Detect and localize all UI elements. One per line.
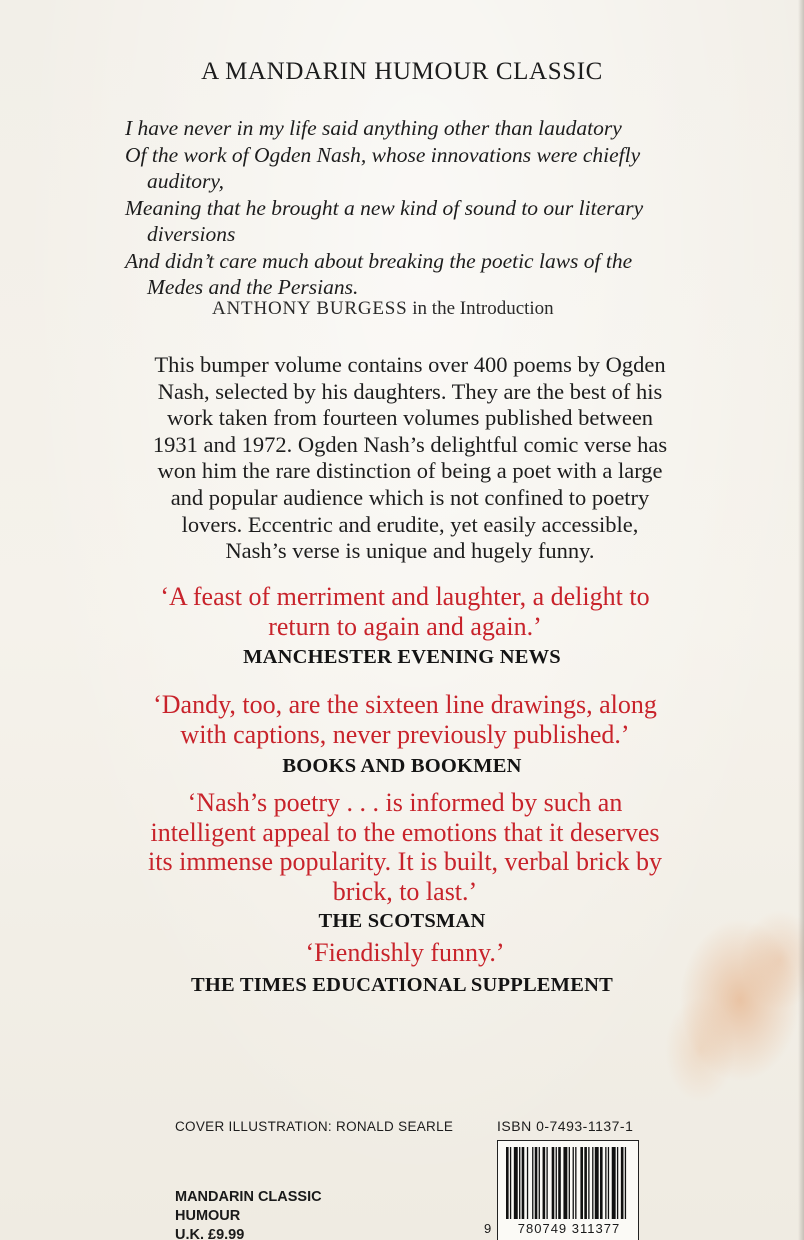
epigraph-poem: [125, 115, 745, 301]
review-quote-line: ‘Nash’s poetry . . . is informed by such an: [187, 788, 623, 817]
blurb-line: lovers. Eccentric and erudite, yet easily accessible,: [181, 511, 639, 537]
cover-illustration-credit: COVER ILLUSTRATION: RONALD SEARLE: [175, 1119, 454, 1134]
epigraph-line: Of the work of Ogden Nash, whose innovations were chiefly: [125, 142, 641, 167]
review-quote: [60, 582, 750, 641]
blurb-line: 1931 and 1972. Ogden Nash’s delightful comic verse has: [152, 431, 668, 457]
review-quote-line: ‘A feast of merriment and laughter, a delight to: [160, 582, 650, 611]
epigraph-line: Meaning that he brought a new kind of sound to our literary: [125, 195, 644, 220]
epigraph-line: And didn’t care much about breaking the poetic laws of the: [125, 248, 633, 273]
blurb-line: Nash, selected by his daughters. They are the best of his: [157, 378, 663, 404]
barcode: [484, 1140, 639, 1240]
cover-spine-edge: [798, 0, 804, 1240]
blurb-line: This bumper volume contains over 400 poems by Ogden: [154, 352, 666, 377]
blurb-line: Nash’s verse is unique and hugely funny.: [225, 538, 595, 564]
epigraph-line: Medes and the Persians.: [147, 275, 359, 299]
review-quote: [60, 938, 750, 968]
review-quote: [60, 788, 750, 906]
review-quote-line: return to again and again.’: [268, 611, 542, 641]
attribution-name: ANTHONY BURGESS: [212, 298, 408, 319]
series-title: A MANDARIN HUMOUR CLASSIC: [201, 58, 603, 85]
epigraph-line: auditory,: [147, 169, 225, 193]
blurb-line: won him the rare distinction of being a poet with a large: [157, 458, 663, 484]
barcode-lead-digit: 9: [484, 1221, 493, 1236]
review-source: MANCHESTER EVENING NEWS: [243, 646, 561, 668]
imprint-label: [175, 1188, 322, 1240]
review-source: THE TIMES EDUCATIONAL SUPPLEMENT: [191, 974, 613, 996]
review-quote: [60, 690, 750, 749]
barcode-digits: [484, 1221, 640, 1236]
review-quote-line: intelligent appeal to the emotions that it deserves: [150, 817, 660, 847]
imprint-line: MANDARIN CLASSIC: [175, 1189, 322, 1205]
book-blurb: [80, 352, 740, 565]
review-source: THE SCOTSMAN: [318, 910, 486, 932]
review-quote-line: its immense popularity. It is built, verbal brick by: [148, 847, 662, 876]
isbn-number: ISBN 0-7493-1137-1: [497, 1118, 634, 1134]
review-quote-line: with captions, never previously published.’: [180, 719, 630, 749]
epigraph-attribution: [212, 298, 554, 320]
barcode-bars: [506, 1147, 630, 1219]
attribution-rest: in the Introduction: [407, 298, 554, 319]
review-source: BOOKS AND BOOKMEN: [282, 755, 522, 777]
review-quote-line: ‘Fiendishly funny.’: [305, 938, 505, 967]
blurb-line: work taken from fourteen volumes published between: [166, 405, 654, 431]
epigraph-line: diversions: [147, 222, 236, 246]
blurb-line: and popular audience which is not confined to poetry: [170, 484, 650, 510]
imprint-line: HUMOUR: [175, 1208, 241, 1224]
epigraph-line: I have never in my life said anything other than laudatory: [125, 116, 622, 140]
review-quote-line: ‘Dandy, too, are the sixteen line drawings, along: [153, 690, 657, 719]
review-quote-line: brick, to last.’: [332, 876, 478, 906]
imprint-line: U.K. £9.99: [175, 1227, 245, 1240]
barcode-number: 780749 311377: [517, 1221, 621, 1236]
